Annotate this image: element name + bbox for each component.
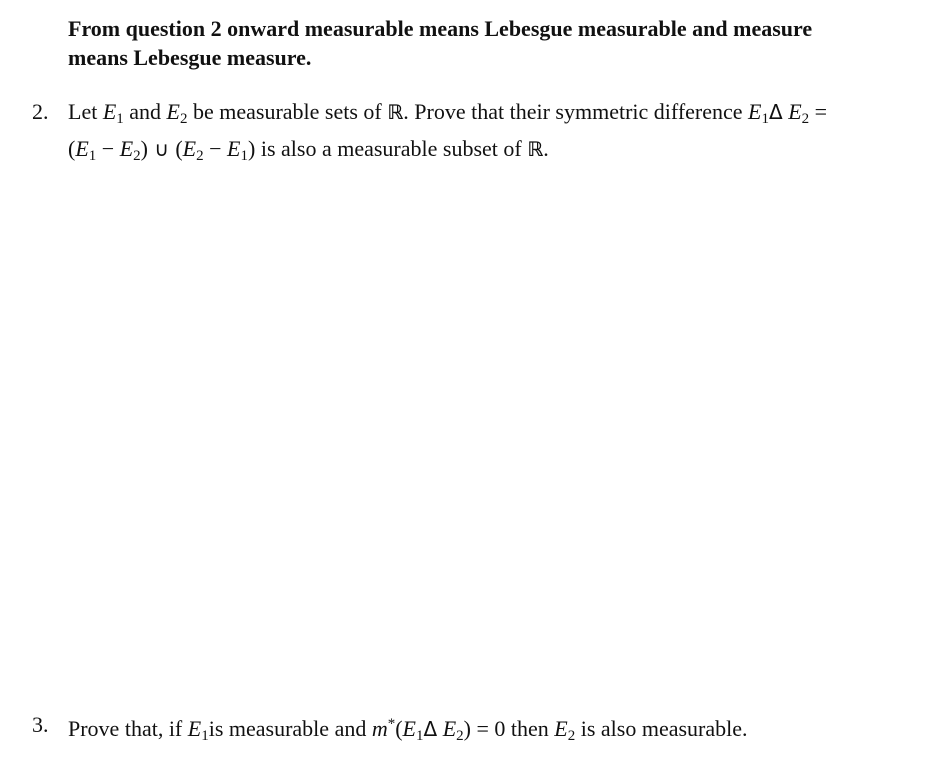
intro-line-1: From question 2 onward measurable means Lebesgue measurable and measure [68, 16, 813, 41]
q3-open-paren: ( [395, 716, 403, 741]
question-3-number: 3. [32, 712, 49, 737]
question-2-number: 2. [32, 99, 49, 124]
q2-e1 [102, 99, 124, 127]
q2-symdiff-e1 [748, 99, 769, 127]
q3-text-also: is also measurable. [575, 716, 748, 741]
q3-m-letter: m [371, 716, 388, 741]
q2-e2-sub: 2 [180, 111, 188, 127]
q3-e1 [187, 716, 209, 744]
q2-period: . [543, 136, 549, 161]
q3-e1-sub: 1 [201, 728, 209, 744]
q2-diff1-e2-letter: E [119, 136, 134, 161]
q2-minus-1: − [96, 136, 120, 161]
q2-e2 [166, 99, 188, 127]
q2-reals-symbol-2: ℝ [527, 137, 544, 161]
question-2 [32, 97, 912, 171]
intro-paragraph [68, 14, 908, 72]
q3-delta-symbol: Δ [423, 717, 438, 741]
q3-e1-letter: E [187, 716, 202, 741]
q3-symdiff-e1-letter: E [402, 716, 416, 741]
q2-symdiff-e2-sub: 2 [801, 111, 810, 127]
q2-text-sets: be measurable sets of [187, 99, 388, 124]
q3-outer-measure [372, 716, 395, 741]
q3-symdiff-e1 [402, 716, 424, 744]
q2-diff1-e1-sub: 1 [88, 148, 97, 164]
q2-close-paren-2: ) [248, 136, 256, 161]
q2-e1-letter: E [102, 99, 117, 124]
q3-equals-zero: = 0 then [470, 716, 555, 741]
q2-diff1-e1-letter: E [75, 136, 89, 161]
q2-diff1-e2 [119, 136, 141, 164]
q2-symdiff-e2-letter: E [788, 99, 802, 124]
q2-diff2-e2-sub: 2 [196, 148, 204, 164]
q2-e1-sub: 1 [116, 111, 124, 127]
q2-text-prove: . Prove that their symmetric difference [403, 99, 749, 124]
q3-e2-sub: 2 [567, 728, 576, 744]
q2-symdiff-e1-sub: 1 [761, 111, 769, 127]
question-3 [32, 710, 912, 751]
q3-text-prove: Prove that, if [68, 716, 188, 741]
q3-close-paren: ) [463, 716, 471, 741]
q2-e2-letter: E [166, 99, 180, 124]
q2-equals: = [809, 99, 828, 124]
q3-symdiff-e2-letter: E [442, 716, 457, 741]
q2-minus-2: − [203, 136, 228, 161]
q3-symdiff-e1-sub: 1 [416, 728, 424, 744]
q3-e2-letter: E [554, 716, 568, 741]
q2-union-symbol: ∪ [147, 137, 176, 161]
q3-e2 [554, 716, 576, 744]
q2-diff2-e1-letter: E [227, 136, 241, 161]
q2-delta-symbol: Δ [769, 100, 783, 124]
q2-diff2-e1 [227, 136, 248, 164]
q2-diff1-e2-sub: 2 [133, 148, 141, 164]
q3-symdiff-e2-sub: 2 [456, 728, 464, 744]
q2-diff1-e1 [75, 136, 97, 164]
question-2-text [68, 97, 912, 171]
q2-open-paren-1: ( [68, 136, 76, 161]
q2-diff2-e2 [182, 136, 204, 164]
q2-symdiff-e1-letter: E [748, 99, 762, 124]
intro-line-2: means Lebesgue measure. [68, 45, 312, 70]
q2-diff2-e2-letter: E [182, 136, 197, 161]
q3-star: * [387, 716, 396, 732]
q2-symdiff-e2 [788, 99, 810, 127]
q2-diff2-e1-sub: 1 [240, 148, 248, 164]
q3-text-measurable: is measurable and [208, 716, 372, 741]
q2-text-let: Let [68, 99, 103, 124]
question-3-text [68, 710, 912, 751]
q2-open-paren-2: ( [175, 136, 183, 161]
q2-close-paren-1: ) [140, 136, 148, 161]
q3-symdiff-e2 [442, 716, 464, 744]
q2-text-also: is also a measurable subset of [255, 136, 528, 161]
q2-text-and: and [123, 99, 167, 124]
q2-reals-symbol: ℝ [387, 100, 404, 124]
